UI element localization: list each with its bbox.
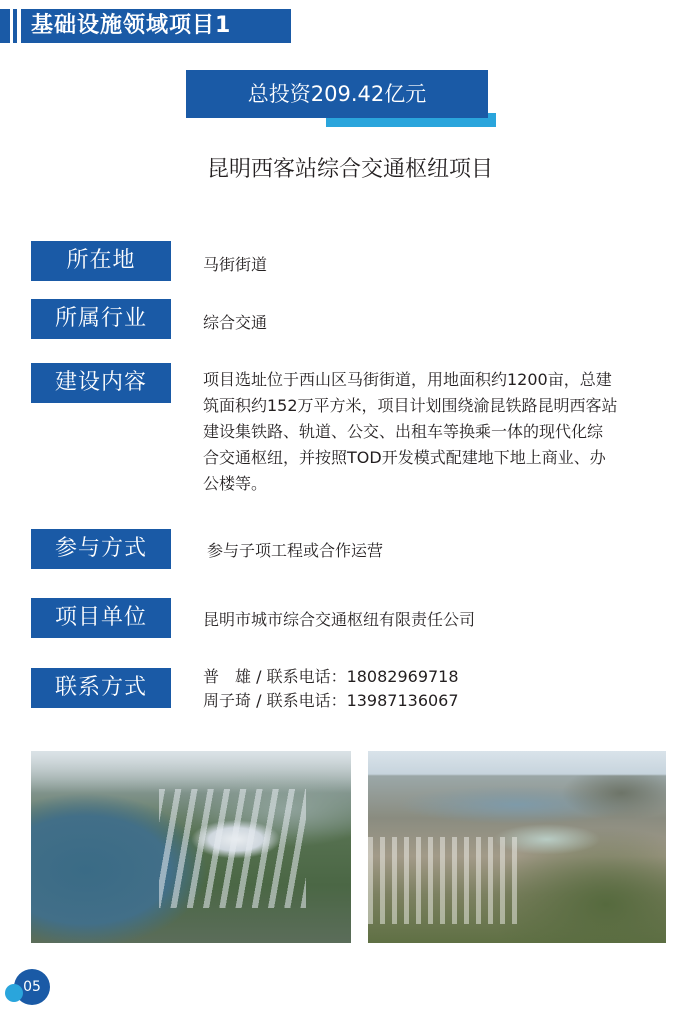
construction-line: 公楼等。 [203,474,268,493]
label-location: 所在地 [31,241,171,281]
value-industry: 综合交通 [203,313,268,332]
header-accent-bar-thin [13,9,17,43]
value-contact [203,665,668,713]
construction-line: 合交通枢纽，并按照TOD开发模式配建地下地上商业、办 [203,448,606,467]
value-construction [203,367,668,497]
investment-banner: 总投资209.42亿元 [186,70,488,118]
value-location: 马街街道 [203,255,268,274]
construction-line: 筑面积约152万平方米，项目计划围绕渝昆铁路昆明西客站 [203,396,618,415]
header-accent-bar [0,9,10,43]
label-contact: 联系方式 [31,668,171,708]
construction-line: 建设集铁路、轨道、公交、出租车等换乘一体的现代化综 [203,422,604,441]
label-participation: 参与方式 [31,529,171,569]
contact-line: 周子琦 / 联系电话：13987136067 [203,691,459,710]
project-title: 昆明西客站综合交通枢纽项目 [206,157,493,182]
label-industry: 所属行业 [31,299,171,339]
construction-line: 项目选址位于西山区马街街道，用地面积约1200亩，总建 [203,370,612,389]
value-participation: 参与子项工程或合作运营 [207,541,384,560]
section-header: 基础设施领域项目1 [21,9,291,43]
value-project-unit: 昆明市城市综合交通枢纽有限责任公司 [203,610,476,629]
label-construction: 建设内容 [31,363,171,403]
page-number: 05 [23,979,41,995]
contact-line: 普 雄 / 联系电话：18082969718 [203,667,459,686]
aerial-site-photo [368,751,666,943]
aerial-rendering-photo [31,751,351,943]
label-project-unit: 项目单位 [31,598,171,638]
